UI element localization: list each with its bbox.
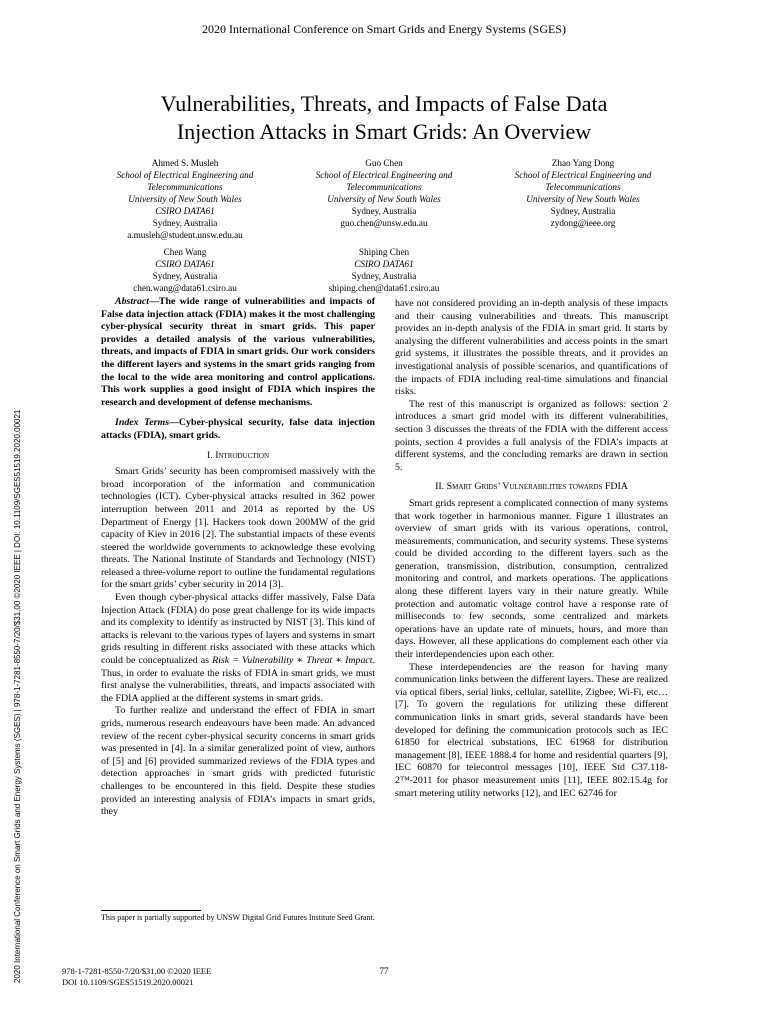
author-name: Zhao Yang Dong — [551, 158, 615, 168]
title-line-2: Injection Attacks in Smart Grids: An Overview — [176, 119, 592, 144]
section-title: Introduction — [215, 449, 270, 461]
author-email: a.musleh@student.unsw.edu.au — [127, 230, 243, 240]
author-email: zydong@ieee.org — [550, 218, 616, 228]
author-name: Chen Wang — [163, 247, 207, 257]
abstract — [101, 296, 375, 409]
page-number: 77 — [379, 966, 389, 976]
author-location: Sydney, Australia — [152, 271, 218, 281]
author-block-2 — [299, 157, 469, 229]
section-title: Smart Grids’ Vulnerabilities towards FDIA — [446, 481, 628, 493]
body-paragraph: The rest of this manuscript is organized as follows: section 2 introduces a smart grid model with its different vulnerabilities, section 3 discusses the threats of the FDIA with the different access points, section 4 provides a full analysis of the FDIA’s impacts at different systems, and the concluding remarks are drawn in section 5. — [395, 398, 668, 473]
author-email: shiping.chen@data61.csiro.au — [328, 283, 440, 293]
author-location: Sydney, Australia — [550, 206, 616, 216]
author-affiliation: School of Electrical Engineering and — [315, 170, 453, 180]
author-block-5 — [299, 246, 469, 294]
section-number: I. — [206, 449, 213, 461]
author-affiliation: University of New South Wales — [327, 194, 441, 204]
author-affiliation: University of New South Wales — [526, 194, 640, 204]
author-affiliation: Telecommunications — [346, 182, 422, 192]
title-line-1: Vulnerabilities, Threats, and Impacts of False Data — [160, 91, 608, 116]
author-affiliation: Telecommunications — [545, 182, 621, 192]
conference-header: 2020 International Conference on Smart Grids and Energy Systems (SGES) — [201, 22, 567, 36]
section-2-heading — [395, 481, 668, 494]
side-strip-text: 2020 International Conference on Smart Grids and Energy Systems (SGES) | 978-1-7281-8550-7/20/$31.00 ©2020 IEEE | DOI: 10.1109/SGES51519.2020.00021 — [13, 409, 22, 983]
abstract-text: —The wide range of vulnerabilities and impacts of False data injection attack (FDIA) makes it the most challenging cyber-physical security threat in smart grids. This paper provides a detailed analysis of the various vulnerabilities, threats, and impacts of FDIA in smart grids. Our work considers the different layers and systems in the smart grids ranging from the local to the wide area monitoring and control applications. This work supplies a good insight of FDIA which inspires the research and development of defense mechanisms. — [101, 296, 375, 408]
footnote: This paper is partially supported by UNSW Digital Grid Futures Institute Seed Grant. — [101, 913, 375, 922]
author-location: Sydney, Australia — [351, 271, 417, 281]
author-affiliation: School of Electrical Engineering and — [514, 170, 652, 180]
body-paragraph — [101, 592, 375, 705]
paragraph-text: . Thus, in order to evaluate the risks of FDIA in smart grids, we must first analyse the vulnerabilities, threats, and impacts associated with the FDIA applied at the different systems in smart grids. — [101, 655, 375, 704]
index-terms-text: —Cyber-physical security, false data injection attacks (FDIA), smart grids. — [101, 417, 375, 441]
author-affiliation: Telecommunications — [147, 182, 223, 192]
paragraph-text: Even though cyber-physical attacks differ massively, False Data Injection Attack (FDIA) do pose great challenge for its wide impacts and its complexity to identify as instructed by NIST [3]. This kind of attacks is relevant to the various types of layers and systems in smart grids resulting in different risks associated with these attacks which could be conceptualized as — [101, 592, 375, 667]
author-email: chen.wang@data61.csiro.au — [133, 283, 237, 293]
author-name: Guo Chen — [365, 158, 403, 168]
body-paragraph: Smart grids represent a complicated connection of many systems that work together in harmonious manner. Figure 1 illustrates an overview of smart grids with its various operations, control, measurements, communication, and security systems. These systems could be divided according to the different layers such as the generation, transmission, distribution, consumption, centralized monitoring and control, and markets operations. The applications along these different layers vary in their nature greatly. While protection and automatic voltage control have a response rate of milliseconds to few seconds, some centralized and markets operations have an update rate of minuets, hours, and more than days. However, all these applications do complement each other via their interdependencies upon each other. — [395, 497, 668, 661]
author-affiliation: School of Electrical Engineering and — [116, 170, 254, 180]
author-name: Shiping Chen — [358, 247, 410, 257]
body-paragraph: Smart Grids’ security has been compromised massively with the broad incorporation of the information and communication technologies (ICT). Cyber-physical attacks resulted in 362 power interruption between 2011 and 2014 as reported by the US Department of Energy [1]. Hackers took down 200MW of the grid capacity of Kiev in 2016 [2]. The substantial impacts of these events steered the worldwide governments to acknowledge these evolving threats. The National Institute of Standards and Technology (NIST) released a three-volume report to outline the fundamental regulations for the smart grids’ cyber security in 2014 [3]. — [101, 466, 375, 591]
author-block-1 — [100, 157, 270, 241]
body-paragraph: have not considered providing an in-depth analysis of these impacts and their causing vulnerabilities and threats. This manuscript provides an in-depth analysis of the FDIA in smart grid. It starts by analysing the different vulnerabilities and access points in the smart grid systems, it illustrates the possible threats, and it provides an investigational analysis of possible scenarios, and quantifications of the impacts of FDIA including real-time simulations and financial risks. — [395, 298, 668, 398]
index-terms — [101, 417, 375, 442]
author-name: Ahmed S. Musleh — [151, 158, 219, 168]
author-affiliation: CSIRO DATA61 — [155, 206, 215, 216]
author-location: Sydney, Australia — [152, 218, 218, 228]
right-column — [395, 298, 668, 800]
abstract-label: Abstract — [115, 296, 150, 307]
index-terms-label: Index Terms — [115, 417, 170, 429]
author-block-4 — [100, 246, 270, 294]
side-strip — [13, 283, 29, 983]
paper-title — [60, 90, 708, 146]
author-affiliation: CSIRO DATA61 — [155, 259, 215, 269]
author-location: Sydney, Australia — [351, 206, 417, 216]
author-affiliation: University of New South Wales — [128, 194, 242, 204]
author-email: guo.chen@unsw.edu.au — [340, 218, 428, 228]
body-paragraph: These interdependencies are the reason for having many communication links between the different layers. These are realized via optical fibers, serial links, cellular, satellite, Zigbee, Wi-Fi, etc… [7]. To govern the regulations for utilizing these different communication links in smart grids, several standards have been developed for defining the communication protocols such as IEC 61850 for electrical substations, IEC 61968 for distribution management [8], IEEE 1888.4 for home and residential quarters [9], IEC 60870 for telecontrol messages [10], IEEE Std C37.118-2™-2011 for phasor measurement units [11], IEEE 802.15.4g for smart metering utility networks [12], and IEC 62746 for — [395, 661, 668, 799]
body-paragraph: To further realize and understand the effect of FDIA in smart grids, numerous research endeavours have been made. An advanced review of the recent cyber-physical security concerns in smart grids was presented in [4]. In a similar generalized point of view, authors of [5] and [6] provided summarized reviews of the FDIA types and detection approaches in smart grids with predicted futuristic challenges to be encountered in this field. Despite these studies provided an interesting analysis of FDIA’s impacts in smart grids, they — [101, 705, 375, 818]
left-column — [101, 296, 375, 819]
footnote-rule — [101, 910, 201, 911]
risk-equation: Risk = Vulnerability ∗ Threat ∗ Impact — [212, 655, 373, 667]
footer-isbn: 978-1-7281-8550-7/20/$31.00 ©2020 IEEE — [62, 966, 212, 976]
footer-doi: DOI 10.1109/SGES51519.2020.00021 — [62, 977, 194, 987]
section-number: II. — [435, 481, 445, 493]
author-block-3 — [498, 157, 668, 229]
author-affiliation: CSIRO DATA61 — [354, 259, 414, 269]
section-1-heading — [101, 450, 375, 463]
